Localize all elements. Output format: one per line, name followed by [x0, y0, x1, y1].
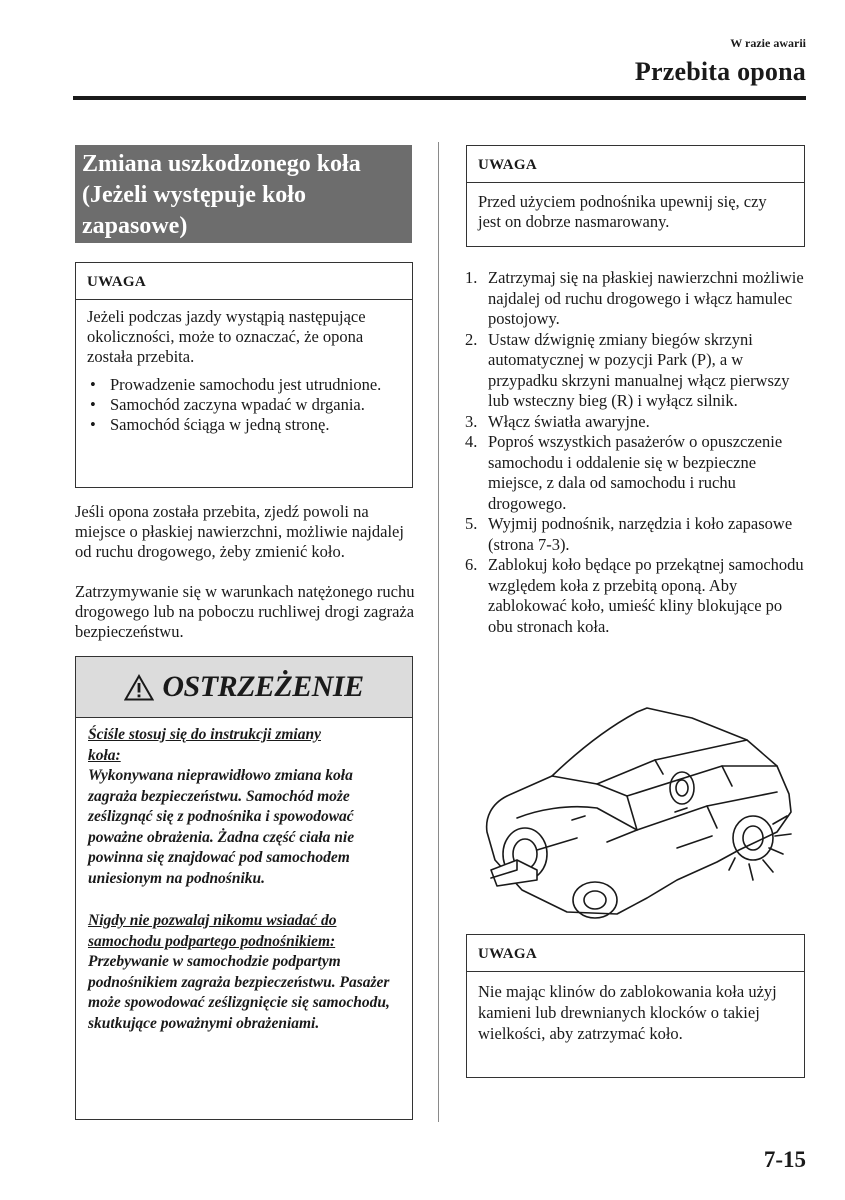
car-wheel-chocks-illustration: [477, 700, 797, 922]
step-text: Poproś wszystkich pasażerów o opuszczenie samochodu i oddalenie się w bezpieczne miejsce, z dala od samochodu i ruchu drogowego.: [488, 432, 783, 513]
section-heading-line-2: (Jeżeli występuje koło: [82, 182, 306, 208]
step-text: Zablokuj koło będące po przekątnej samochodu względem koła z przebitą oponą. Aby zablokować koło, umieść kliny blokujące po obu stronach koła.: [488, 555, 804, 636]
warning-subhead: Ściśle stosuj się do instrukcji zmiany koła:: [88, 726, 321, 764]
warning-triangle-icon: [124, 674, 154, 701]
section-heading-line-3: zapasowe): [82, 213, 188, 239]
column-divider: [438, 142, 439, 1122]
note-body: Nie mając klinów do zablokowania koła użyj kamieni lub drewnianych klocków o takiej wielkości, aby zatrzymać koło.: [478, 982, 777, 1043]
warning-text: Przebywanie w samochodzie podpartym podnośnikiem zagraża bezpieczeństwu. Pasażer może spowodować ześlizgnięcie się samochodu, skutkujące poważnymi obrażeniami.: [88, 953, 390, 1032]
step-item: [465, 432, 810, 514]
bullet-item: • Samochód ściąga w jedną stronę.: [87, 415, 401, 435]
note-box-chocks: [466, 934, 805, 1078]
note-body: [76, 300, 412, 442]
warning-box: [75, 656, 413, 1120]
note-label: UWAGA: [76, 263, 412, 300]
step-number: 5.: [465, 514, 478, 533]
step-number: 6.: [465, 555, 478, 574]
bullet-item: • Prowadzenie samochodu jest utrudnione.: [87, 375, 401, 395]
step-text: Wyjmij podnośnik, narzędzia i koło zapasowe (strona 7-3).: [488, 514, 793, 554]
warning-subhead: Nigdy nie pozwalaj nikomu wsiadać do samochodu podpartego podnośnikiem:: [88, 912, 337, 950]
warning-text: Wykonywana nieprawidłowo zmiana koła zagraża bezpieczeństwu. Samochód może ześlizgnąć się z podnośnika i spowodować poważne obrażenia. Żadna część ciała nie powinna się znajdować pod samochodem uniesionym na podnośniku.: [88, 767, 355, 887]
page-title: Przebita opona: [634, 57, 806, 86]
step-number: 3.: [465, 411, 478, 431]
step-text: Ustaw dźwignię zmiany biegów skrzyni automatycznej w pozycji Park (P), a w przypadku skrzyni manualnej włącz pierwszy lub wsteczny bieg (R) i wyłącz silnik.: [488, 329, 790, 410]
warning-header: [76, 657, 412, 718]
step-item: [465, 330, 810, 412]
note-box-tire-signs: [75, 262, 413, 488]
steps-list: [465, 268, 810, 637]
paragraph-safety: Zatrzymywanie się w warunkach natężonego ruchu drogowego lub na poboczu ruchliwej drogi zagraża bezpieczeństwu.: [75, 582, 415, 641]
chapter-label: W razie awarii: [730, 36, 806, 50]
header-rule: [73, 96, 806, 100]
step-number: 4.: [465, 432, 478, 451]
warning-label: OSTRZEŻENIE: [162, 670, 364, 703]
note-intro: Jeżeli podczas jazdy wystąpią następujące okoliczności, może to oznaczać, że opona została przebita.: [87, 307, 366, 366]
note-label: UWAGA: [467, 146, 804, 183]
step-text: Włącz światła awaryjne.: [488, 411, 650, 431]
page-number: 7-15: [763, 1147, 806, 1172]
step-item: [465, 268, 810, 330]
note-body: Przed użyciem podnośnika upewnij się, czy jest on dobrze nasmarowany.: [478, 192, 767, 231]
step-number: 1.: [465, 268, 478, 287]
step-item: [465, 514, 810, 555]
note-label: UWAGA: [467, 935, 804, 972]
paragraph-flat-tire: Jeśli opona została przebita, zjedź powoli na miejsce o płaskiej nawierzchni, możliwie najdalej od ruchu drogowego, żeby zmienić koło.: [75, 502, 404, 561]
step-item: [465, 555, 810, 637]
section-heading: [75, 145, 412, 243]
step-number: 2.: [465, 329, 478, 349]
warning-body: [76, 718, 412, 1034]
note-box-jack: [466, 145, 805, 247]
note-bullet-list: [87, 375, 401, 435]
bullet-item: • Samochód zaczyna wpadać w drgania.: [87, 395, 401, 415]
step-text: Zatrzymaj się na płaskiej nawierzchni możliwie najdalej od ruchu drogowego i włącz hamulec postojowy.: [488, 268, 804, 328]
step-item: [465, 412, 810, 433]
section-heading-line-1: Zmiana uszkodzonego koła: [82, 151, 361, 177]
